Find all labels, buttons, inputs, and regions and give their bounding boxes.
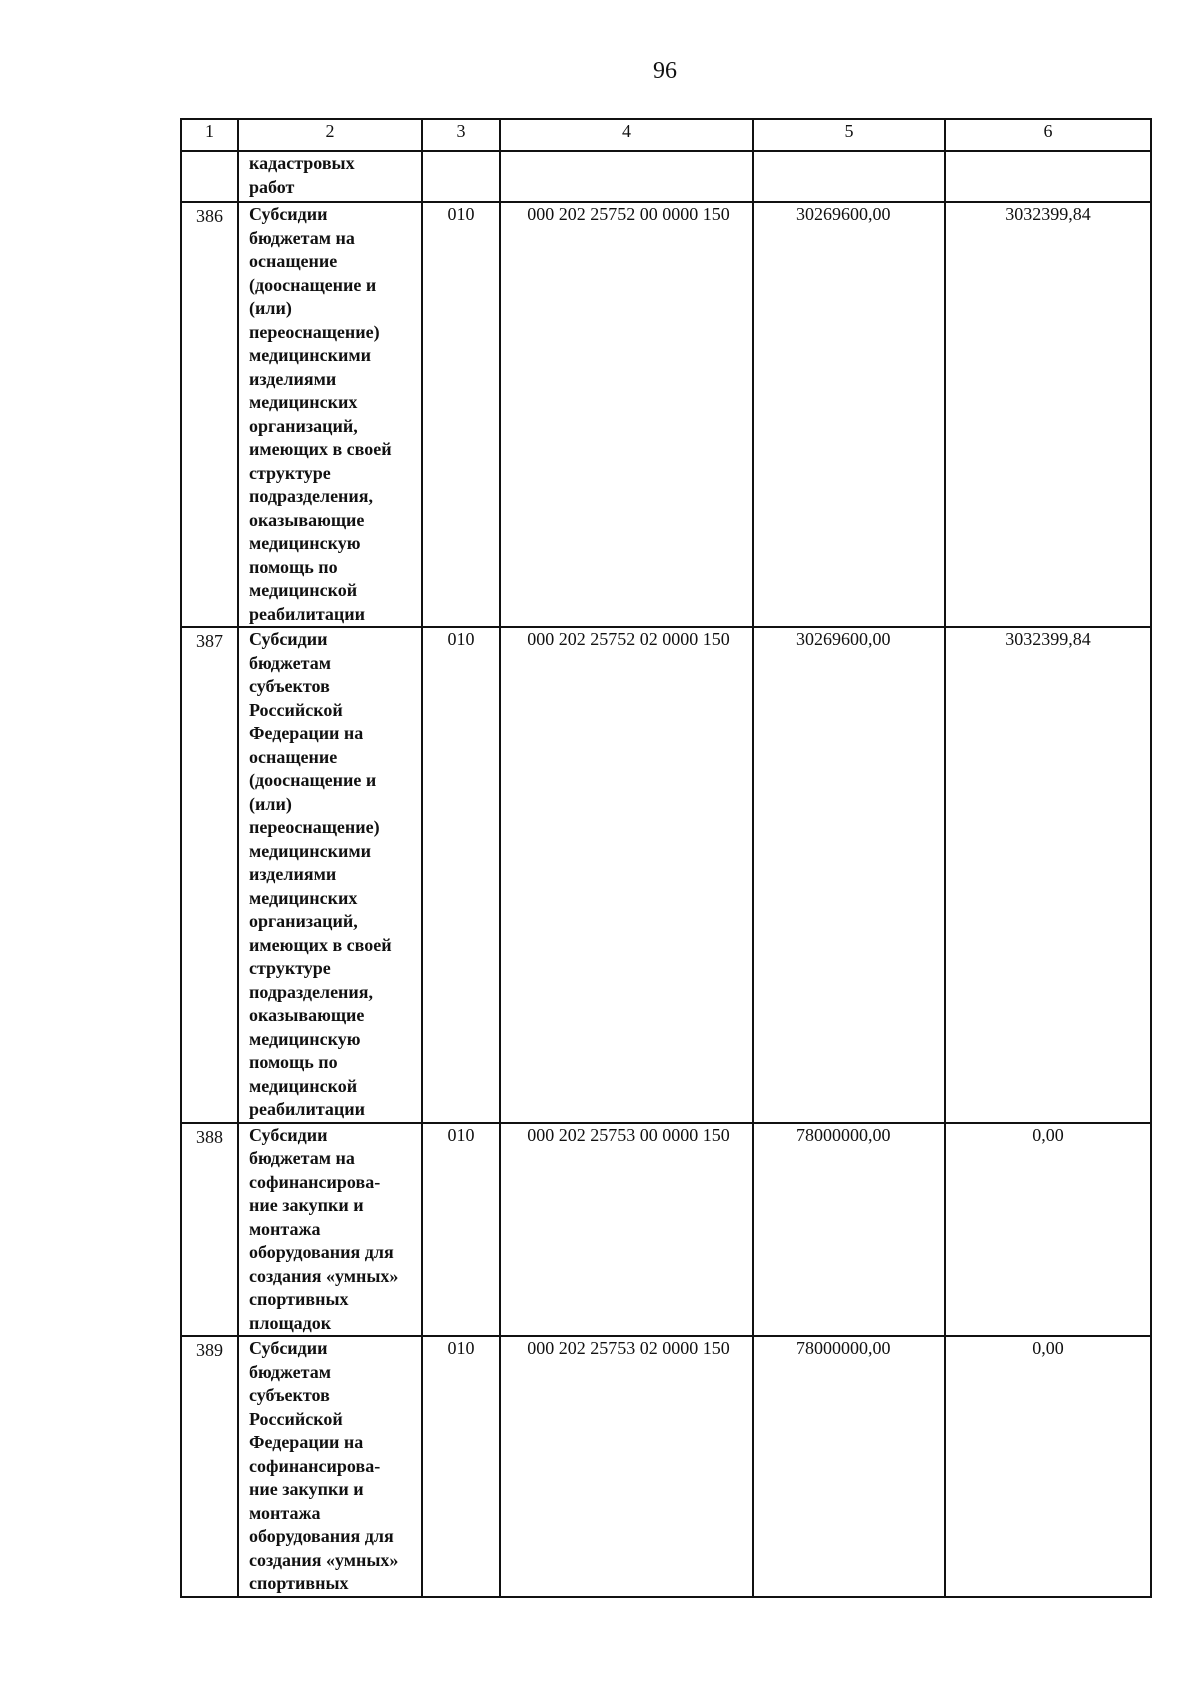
row-plan: 30269600,00 [753,627,945,1123]
row-number: 387 [181,627,238,1123]
row-name: кадастровых работ [238,151,422,202]
table-row [181,1336,1151,1597]
table-row [181,202,1151,627]
row-fact: 3032399,84 [945,202,1151,627]
row-plan: 78000000,00 [753,1123,945,1337]
row-fact: 0,00 [945,1123,1151,1337]
row-fact [945,151,1151,202]
table-row [181,627,1151,1123]
column-header: 1 [181,119,238,151]
column-header: 4 [500,119,753,151]
row-fact: 0,00 [945,1336,1151,1597]
row-code: 010 [422,1336,500,1597]
table-header-row [181,119,1151,151]
row-number [181,151,238,202]
row-name: Субсидии бюджетам субъектов Российской Федерации на оснащение (дооснащение и (или) переоснащение) медицинскими изделиями медицинских организаций, имеющих в своей структуре подразделения, оказывающие медицинскую помощь по медицинской реабилитации [238,627,422,1123]
row-kbk [500,151,753,202]
row-code: 010 [422,202,500,627]
column-header: 3 [422,119,500,151]
row-kbk: 000 202 25753 02 0000 150 [500,1336,753,1597]
row-code: 010 [422,1123,500,1337]
row-kbk: 000 202 25752 02 0000 150 [500,627,753,1123]
column-header: 6 [945,119,1151,151]
row-kbk: 000 202 25752 00 0000 150 [500,202,753,627]
row-plan: 30269600,00 [753,202,945,627]
row-code [422,151,500,202]
column-header: 5 [753,119,945,151]
row-number: 386 [181,202,238,627]
table-row [181,151,1151,202]
row-number: 389 [181,1336,238,1597]
row-fact: 3032399,84 [945,627,1151,1123]
row-plan: 78000000,00 [753,1336,945,1597]
row-name: Субсидии бюджетам субъектов Российской Федерации на софинансирова- ние закупки и монтажа оборудования для создания «умных» спортивных [238,1336,422,1597]
column-header: 2 [238,119,422,151]
table-row [181,1123,1151,1337]
row-kbk: 000 202 25753 00 0000 150 [500,1123,753,1337]
row-name: Субсидии бюджетам на оснащение (дооснащение и (или) переоснащение) медицинскими изделиями медицинских организаций, имеющих в своей структуре подразделения, оказывающие медицинскую помощь по медицинской реабилитации [238,202,422,627]
row-code: 010 [422,627,500,1123]
row-number: 388 [181,1123,238,1337]
row-name: Субсидии бюджетам на софинансирова- ние закупки и монтажа оборудования для создания «умных» спортивных площадок [238,1123,422,1337]
row-plan [753,151,945,202]
budget-table [180,118,1152,1598]
page-number: 96 [653,58,677,84]
